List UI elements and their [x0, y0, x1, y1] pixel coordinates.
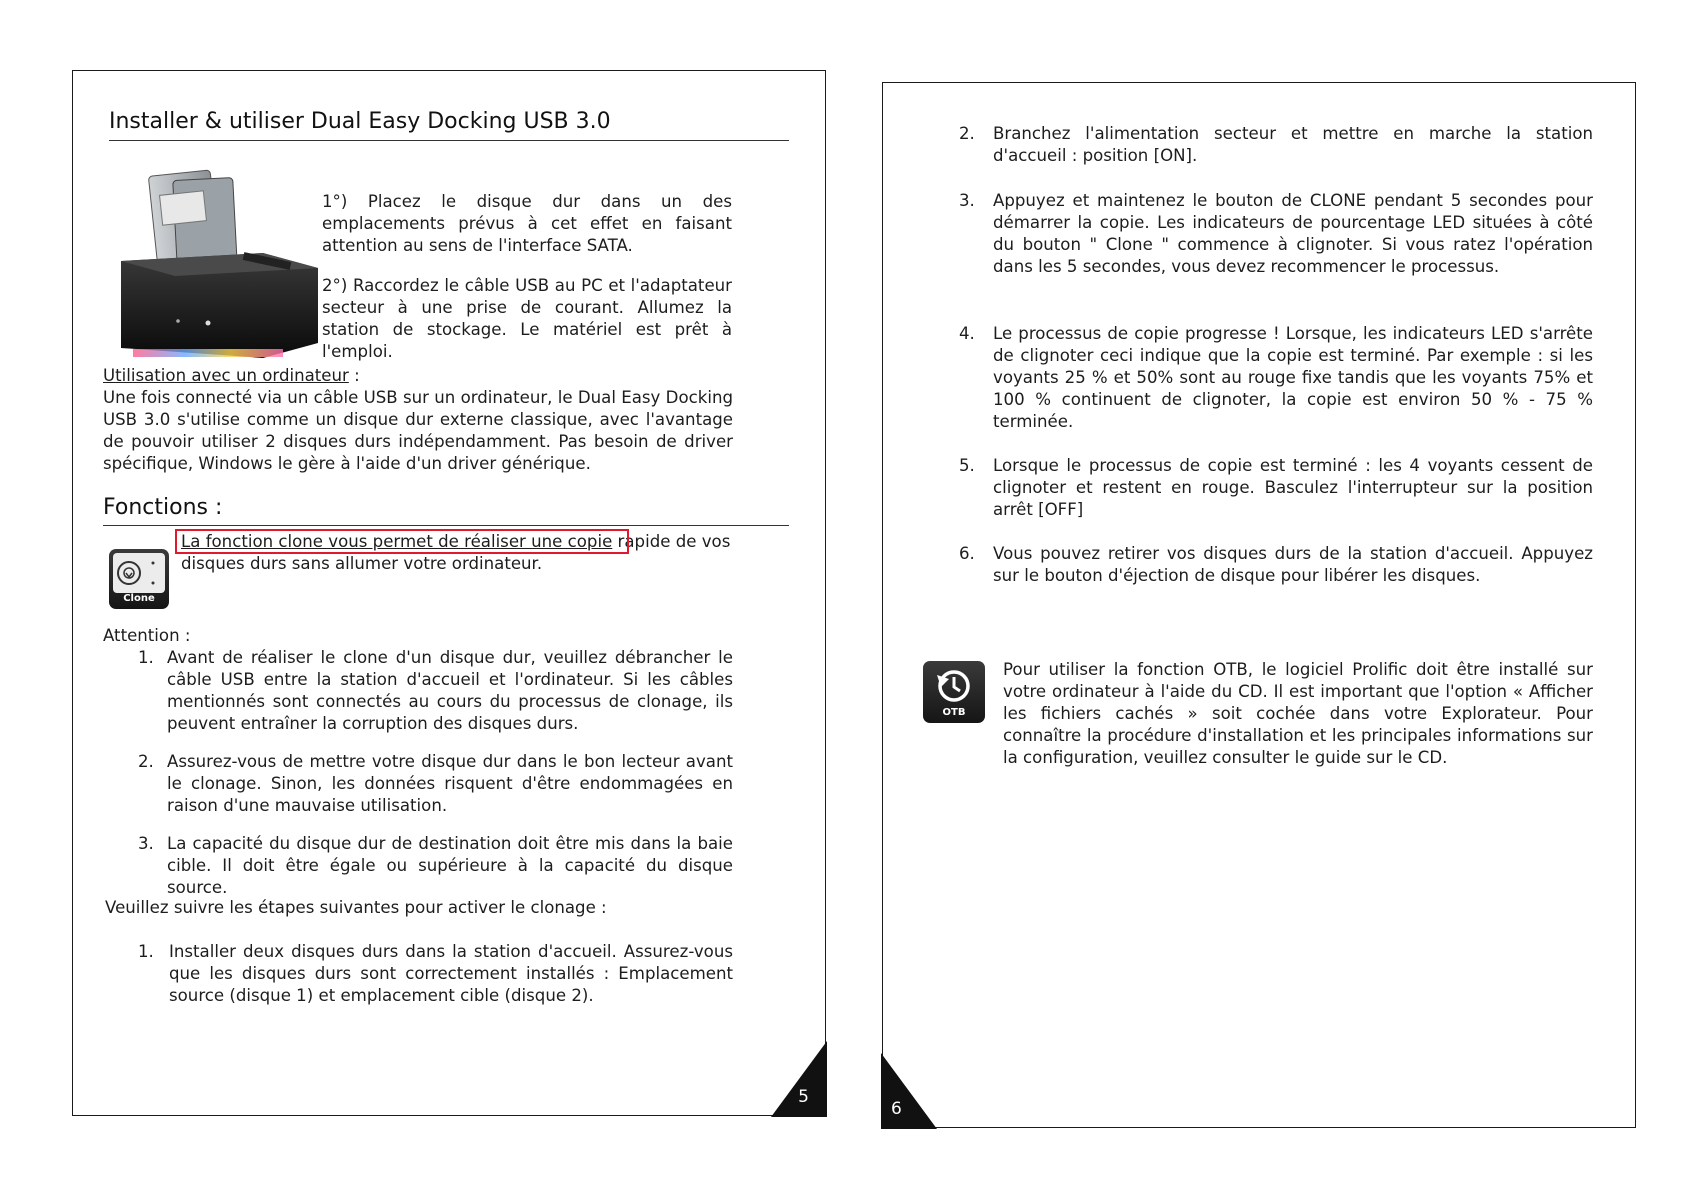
step-item-2-num: 2.: [959, 124, 975, 143]
page-number-6: 6: [891, 1099, 902, 1119]
step-item-6-num: 6.: [959, 544, 975, 563]
steps-intro: Veuillez suivre les étapes suivantes pour activer le clonage :: [105, 898, 607, 917]
steps-item-1: Installer deux disques durs dans la station d'accueil. Assurez-vous que les disques durs sont correctement installés : Emplacement source (disque 1) et emplacement cible (disque 2).: [169, 942, 733, 1005]
functions-divider: [103, 525, 789, 526]
usage-colon: :: [348, 366, 360, 385]
steps-item-1-num: 1.: [138, 942, 154, 961]
page-right: [882, 82, 1636, 1128]
install-step-1: 1°) Placez le disque dur dans un des emplacements prévus à cet effet en faisant attention au sens de l'interface SATA.: [322, 192, 732, 255]
step-item-6: Vous pouvez retirer vos disques durs de la station d'accueil. Appuyez sur le bouton d'éjection de disque pour libérer les disques.: [993, 544, 1593, 585]
attention-item-2: Assurez-vous de mettre votre disque dur dans le bon lecteur avant le clonage. Sinon, les données risquent d'être endommagées en raison d'une mauvaise utilisation.: [167, 752, 733, 815]
step-item-4: Le processus de copie progresse ! Lorsque, les indicateurs LED s'arrête de clignoter ceci indique que la copie est terminé. Par exemple : si les voyants 25 % et 50% sont au rouge fixe tandis que les voyants 75% et 100 % continuent de clignoter, la copie est environ 50 % - 75 % terminée.: [993, 324, 1593, 431]
otb-icon-label: OTB: [942, 707, 966, 718]
clone-text-highlighted: La fonction clone vous permet de réaliser une copie: [181, 532, 613, 551]
install-step-2: 2°) Raccordez le câble USB au PC et l'adaptateur secteur à une prise de courant. Allumez la station de stockage. Le matériel est prêt à l'emploi.: [322, 276, 732, 361]
page-title: Installer & utiliser Dual Easy Docking USB 3.0: [109, 109, 611, 134]
otb-button-icon: [923, 661, 985, 723]
clone-text-highlight-box: [175, 529, 629, 554]
step-item-4-num: 4.: [959, 324, 975, 343]
usage-text: Une fois connecté via un câble USB sur un ordinateur, le Dual Easy Docking USB 3.0 s'utilise comme un disque dur externe classique, avec l'avantage de pouvoir utiliser 2 disques durs indépendamment. Pas besoin de driver spécifique, Windows le gère à l'aide d'un driver générique.: [103, 388, 733, 473]
clone-text-rest: rapide de vos disques durs sans allumer votre ordinateur.: [181, 532, 731, 573]
attention-item-3-num: 3.: [138, 834, 154, 853]
page-corner-right: [881, 1053, 937, 1129]
otb-description: Pour utiliser la fonction OTB, le logiciel Prolific doit être installé sur votre ordinateur à l'aide du CD. Il est important que l'option « Afficher les fichiers cachés » soit cochée dans votre Explorateur. Pour connaître la procédure d'installation et les principales informations sur la configuration, veuillez consulter le guide sur le CD.: [1003, 660, 1593, 767]
attention-item-1: Avant de réaliser le clone d'un disque dur, veuillez débrancher le câble USB entre la station d'accueil et l'ordinateur. Si les câbles mentionnés sont connectés au cours du processus de clonage, ils peuvent entraîner la corruption des disques durs.: [167, 648, 733, 733]
usage-section: [103, 365, 733, 387]
usage-label: Utilisation avec un ordinateur: [103, 366, 349, 385]
step-item-5: Lorsque le processus de copie est terminé : les 4 voyants cessent de clignoter et restent en rouge. Basculez l'interrupteur sur la position arrêt [OFF]: [993, 456, 1593, 519]
attention-item-3: La capacité du disque dur de destination doit être mis dans la baie cible. Il doit être égale ou supérieure à la capacité du disque source.: [167, 834, 733, 897]
page-number-5: 5: [798, 1087, 809, 1107]
clone-button-icon: [109, 549, 169, 609]
title-divider: [109, 140, 789, 141]
attention-label: Attention :: [103, 626, 191, 645]
step-item-5-num: 5.: [959, 456, 975, 475]
docking-station-photo: [113, 163, 323, 363]
clone-icon-label: Clone: [123, 593, 155, 604]
page-left: [72, 70, 826, 1116]
attention-item-2-num: 2.: [138, 752, 154, 771]
attention-item-1-num: 1.: [138, 648, 154, 667]
step-item-2: Branchez l'alimentation secteur et mettre en marche la station d'accueil : position [ON].: [993, 124, 1593, 165]
step-item-3: Appuyez et maintenez le bouton de CLONE pendant 5 secondes pour démarrer la copie. Les indicateurs de pourcentage LED situées à côté du bouton " Clone " commence à clignoter. Si vous ratez l'opération dans les 5 secondes, vous devez recommencer le processus.: [993, 191, 1593, 276]
step-item-3-num: 3.: [959, 191, 975, 210]
functions-title: Fonctions :: [103, 495, 223, 520]
